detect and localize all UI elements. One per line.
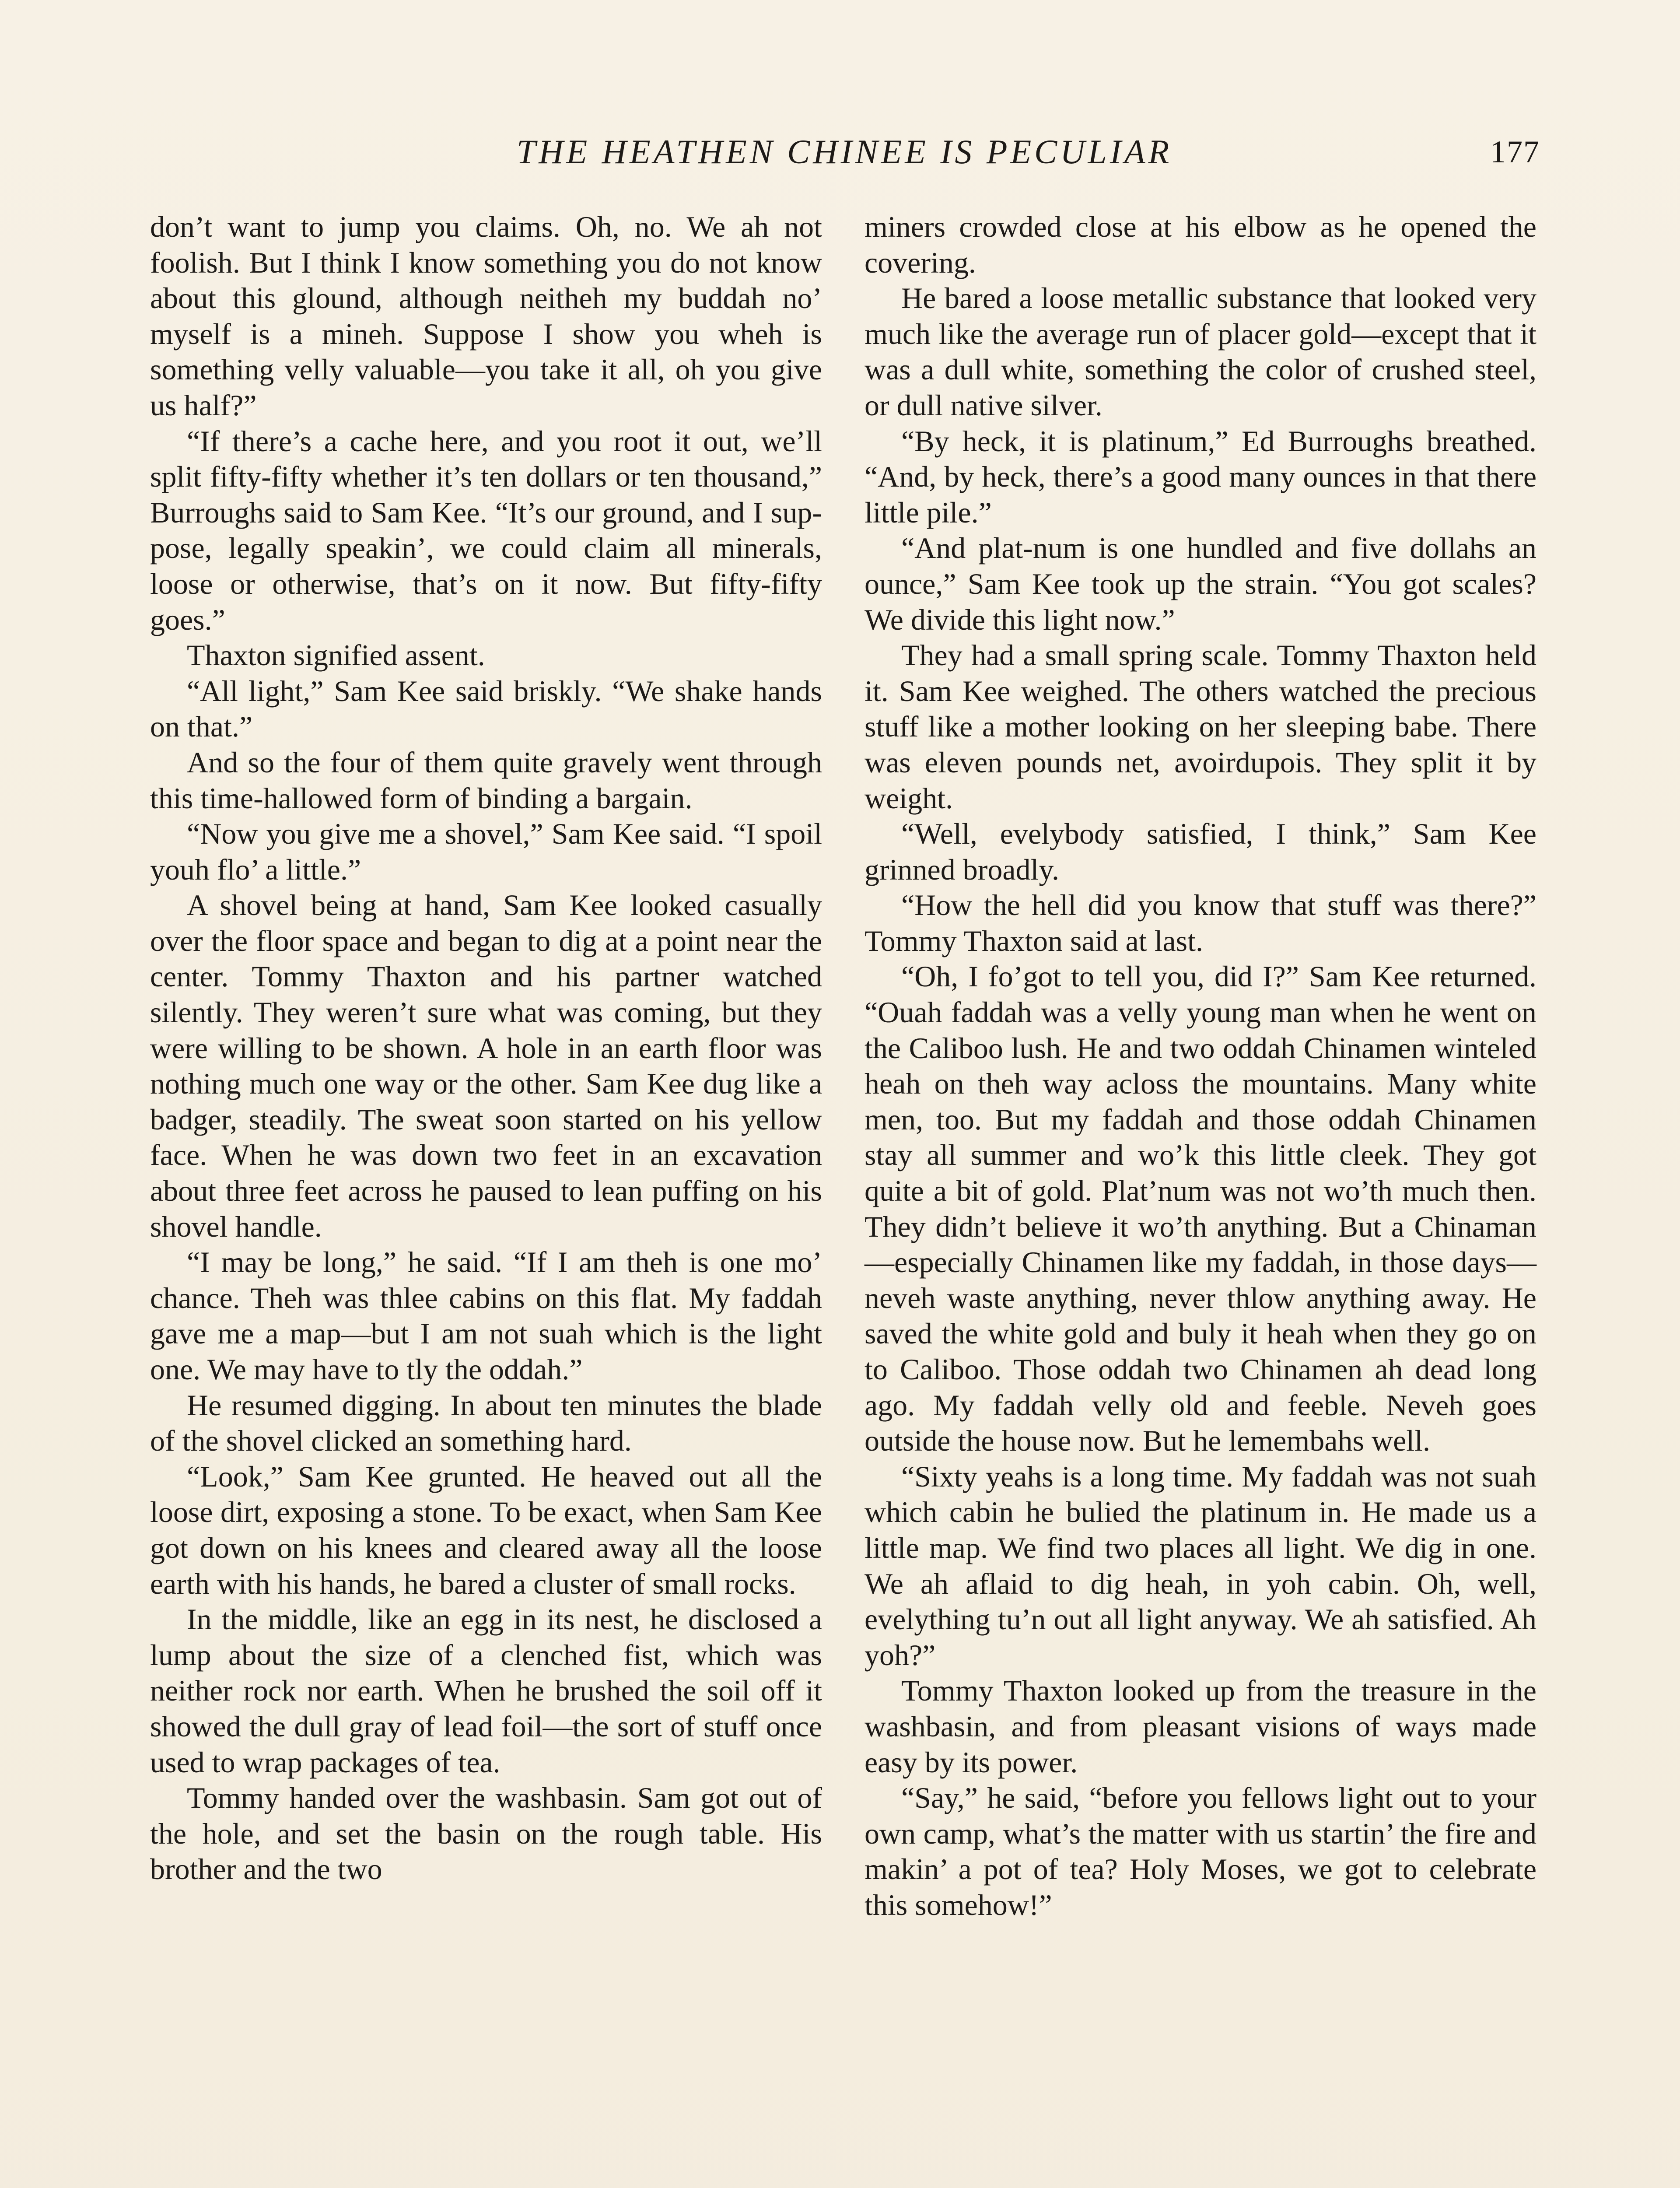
paragraph: “I may be long,” he said. “If I am theh is one mo’ chance. Theh was thlee cabins on this flat. My faddah gave me a map—but I am not suah which is the light one. We may have to tly the oddah.” <box>150 1245 822 1386</box>
paragraph: He bared a loose metallic substance that looked very much like the average run of placer gold—except that it was a dull white, something the color of crushed steel, or dull native silver. <box>864 281 1536 422</box>
paragraph: “Look,” Sam Kee grunted. He heaved out all the loose dirt, exposing a stone. To be exact, when Sam Kee got down on his knees and cleared away all the loose earth with his hands, he bared a cluster of small rocks. <box>150 1459 822 1600</box>
paragraph: A shovel being at hand, Sam Kee looked casually over the floor space and began to dig at a point near the center. Tommy Thaxton and his partner watched silently. They weren’t sure what was coming, but they were willing to be shown. A hole in an earth floor was nothing much one way or the other. Sam Kee dug like a badger, steadily. The sweat soon started on his yellow face. When he was down two feet in an excavation about three feet across he paused to lean puffing on his shovel handle. <box>150 888 822 1243</box>
paragraph: They had a small spring scale. Tommy Thaxton held it. Sam Kee weighed. The others watched the precious stuff like a mother looking on her sleeping babe. There was eleven pounds net, avoirdupois. They split it by weight. <box>864 638 1536 815</box>
paragraph: “Say,” he said, “before you fellows light out to your own camp, what’s the matter with us startin’ the fire and makin’ a pot of tea? Holy Moses, we got to celebrate this somehow!” <box>864 1781 1536 1922</box>
paragraph: “Now you give me a shovel,” Sam Kee said. “I spoil youh flo’ a little.” <box>150 817 822 886</box>
paragraph: And so the four of them quite gravely went through this time-hallowed form of binding a bargain. <box>150 745 822 815</box>
paragraph: “If there’s a cache here, and you root it out, we’ll split fifty-fifty whether it’s ten dollars or ten thousand,” Burroughs said to Sam Kee. “It’s our ground, and I suppose, legally speakin’, we could claim all minerals, loose or otherwise, that’s on it now. But fifty-fifty goes.” <box>150 424 822 636</box>
paragraph: Tommy handed over the washbasin. Sam got out of the hole, and set the basin on the rough table. His brother and the two <box>150 1781 822 1886</box>
paragraph: Thaxton signified assent. <box>187 638 485 672</box>
paragraph: “By heck, it is platinum,” Ed Burroughs breathed. “And, by heck, there’s a good many ounces in that there little pile.” <box>864 424 1536 529</box>
paragraph: “Oh, I fo’got to tell you, did I?” Sam Kee returned. “Ouah faddah was a velly young man when he went on the Caliboo lush. He and two oddah Chinamen winteled heah on theh way acloss the mountains. Many white men, too. But my faddah and those oddah Chinamen stay all summer and wo’k this little cleek. They got quite a bit of gold. Plat’num was not wo’th much then. They didn’t believe it wo’th anything. But a Chinaman—especially Chinamen like my faddah, in those days—neveh waste anything, never thlow anything away. He saved the white gold and buly it heah when they go on to Caliboo. Those oddah two Chinamen ah dead long ago. My faddah velly old and feeble. Neveh goes outside the house now. But he lemembahs well. <box>864 960 1536 1458</box>
paragraph: “Sixty yeahs is a long time. My faddah was not suah which cabin he bulied the platinum in. He made us a little map. We find two places all light. We dig in one. We ah aflaid to dig heah, in yoh cabin. Oh, well, evelything tu’n out all light anyway. We ah satisfied. Ah yoh?” <box>864 1459 1536 1672</box>
paragraph: miners crowded close at his elbow as he opened the covering. <box>864 210 1536 279</box>
page-header <box>149 128 1540 180</box>
paragraph: “And plat-num is one hundled and five dollahs an ounce,” Sam Kee took up the strain. “You got scales? We divide this light now.” <box>864 531 1536 636</box>
paragraph: don’t want to jump you claims. Oh, no. We ah not foolish. But I think I know something you do not know about this gloun‍d, although neitheh my buddah no’ myself is a mineh. Suppose I show you wheh is something velly valuable—you take it all, oh you give us half?” <box>150 210 822 422</box>
paragraph: “All light,” Sam Kee said briskly. “We shake hands on that.” <box>150 674 822 743</box>
right-text-column <box>864 209 1536 1923</box>
running-title: THE HEATHEN CHINEE IS PECULIAR <box>516 133 1172 171</box>
paragraph: “How the hell did you know that stuff was there?” Tommy Thaxton said at last. <box>864 888 1536 957</box>
page-number: 177 <box>1490 134 1540 169</box>
paragraph: In the middle, like an egg in its nest, he disclosed a lump about the size of a clenched fist, which was neither rock nor earth. When he brushed the soil off it showed the dull gray of lead foil—the sort of stuff once used to wrap packages of tea. <box>150 1602 822 1779</box>
paragraph: Tommy Thaxton looked up from the treasure in the washbasin, and from pleasant visions of ways made easy by its power. <box>864 1674 1536 1779</box>
left-text-column <box>150 209 822 1887</box>
paragraph: He resumed digging. In about ten minutes the blade of the shovel clicked an something hard. <box>150 1388 822 1458</box>
paragraph: “Well, evelybody satisfied, I think,” Sam Kee grinned broadly. <box>864 817 1536 886</box>
